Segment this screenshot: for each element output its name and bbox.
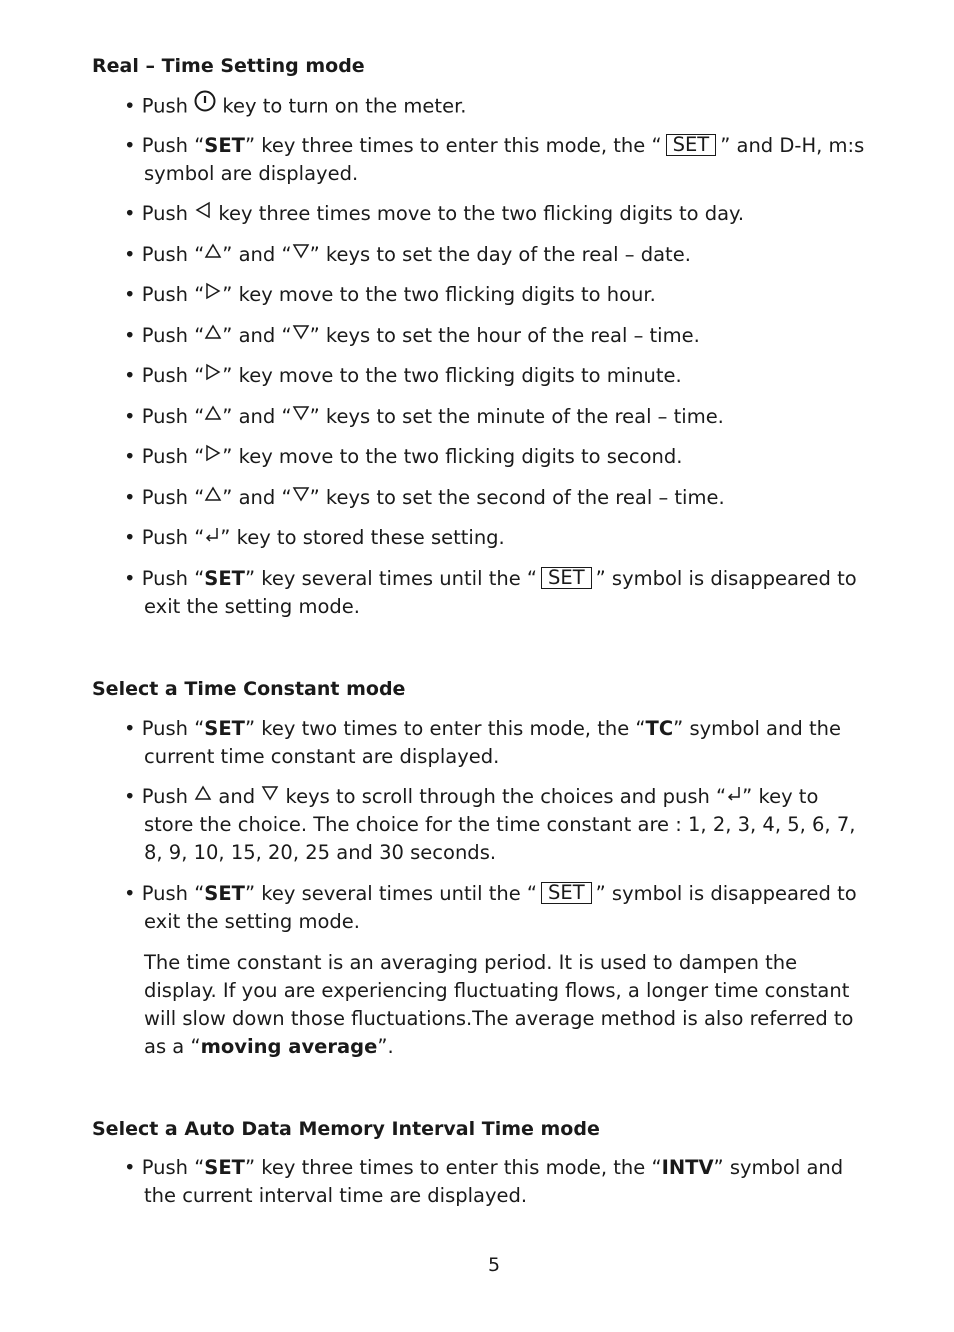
section-heading-interval-time: Select a Auto Data Memory Interval Time mode xyxy=(92,1118,600,1140)
down-triangle-icon xyxy=(261,782,279,810)
list-item: • Push “ ” key move to the two flicking digits to second. xyxy=(124,443,894,471)
enter-icon xyxy=(726,782,742,810)
up-triangle-icon xyxy=(194,782,212,810)
explanation-paragraph: The time constant is an averaging period. It is used to dampen the display. If you are experiencing fluctuating flows, a longer time constant will slow down those fluctuations.The average method is also referred to as a “moving average”. xyxy=(144,951,854,1058)
list-item: • Push “SET” key three times to enter this mode, the “ SET ” and D-H, m:s symbol are displayed. xyxy=(124,133,865,185)
list-item: • Push “ ” and “ ” keys to set the minute of the real – time. xyxy=(124,403,894,431)
list-item: • Push “ ” key to stored these setting. xyxy=(124,524,894,552)
down-triangle-icon xyxy=(292,321,310,349)
set-symbol-box: SET xyxy=(541,882,592,904)
list-item: • Push “SET” key two times to enter this mode, the “TC” symbol and the current time constant are displayed. xyxy=(124,717,841,768)
list-item: • Push key to turn on the meter. xyxy=(124,92,894,120)
set-symbol-box: SET xyxy=(541,567,592,589)
list-item: • Push “SET” key several times until the “ SET ” symbol is disappeared to exit the setting mode. xyxy=(124,881,857,933)
list-item: • Push and keys to scroll through the choices and push “ ” key to store the choice. The choice for the time constant are : 1, 2, 3, 4, 5, 6, 7, 8, 9, 10, 15, 20, 25 and 30 seconds. xyxy=(124,783,894,867)
list-item: • Push “ ” and “ ” keys to set the day of the real – date. xyxy=(124,241,894,269)
power-icon xyxy=(194,90,216,120)
right-triangle-icon xyxy=(204,361,222,389)
list-item: • Push “ ” key move to the two flicking digits to minute. xyxy=(124,362,894,390)
list-item: • Push “ ” and “ ” keys to set the second of the real – time. xyxy=(124,484,894,512)
right-triangle-icon xyxy=(204,442,222,470)
list-item: • Push key three times move to the two flicking digits to day. xyxy=(124,200,894,228)
enter-icon xyxy=(204,523,220,551)
right-triangle-icon xyxy=(204,280,222,308)
left-triangle-icon xyxy=(194,199,212,227)
list-item: • Push “SET” key several times until the “ SET ” symbol is disappeared to exit the setting mode. xyxy=(124,566,857,618)
section-heading-real-time: Real – Time Setting mode xyxy=(92,55,365,77)
list-item: • Push “ ” key move to the two flicking digits to hour. xyxy=(124,281,894,309)
down-triangle-icon xyxy=(292,240,310,268)
up-triangle-icon xyxy=(204,483,222,511)
list-item: • Push “ ” and “ ” keys to set the hour of the real – time. xyxy=(124,322,894,350)
list-item: • Push “SET” key three times to enter this mode, the “INTV” symbol and the current interval time are displayed. xyxy=(124,1156,844,1207)
page-number: 5 xyxy=(487,1254,501,1276)
up-triangle-icon xyxy=(204,240,222,268)
section-heading-time-constant: Select a Time Constant mode xyxy=(92,678,406,700)
set-symbol-box: SET xyxy=(666,134,717,156)
up-triangle-icon xyxy=(204,402,222,430)
up-triangle-icon xyxy=(204,321,222,349)
down-triangle-icon xyxy=(292,402,310,430)
down-triangle-icon xyxy=(292,483,310,511)
